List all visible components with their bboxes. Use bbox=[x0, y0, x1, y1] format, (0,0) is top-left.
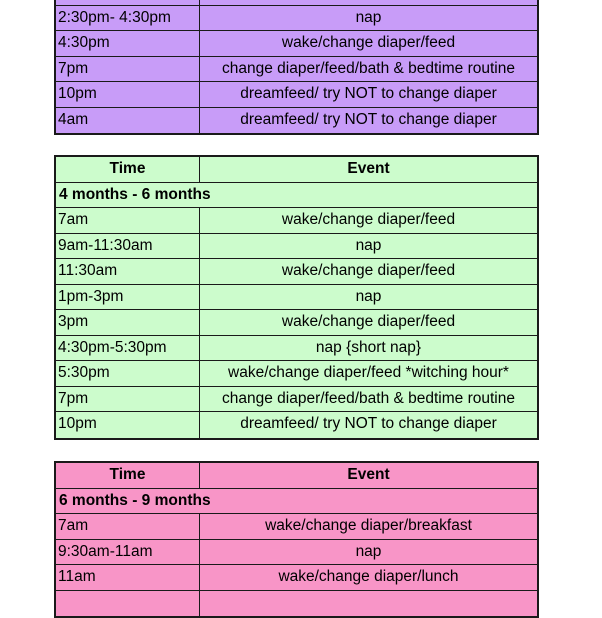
time-cell: 10pm bbox=[56, 412, 200, 438]
event-cell: dreamfeed/ try NOT to change diaper bbox=[240, 85, 497, 102]
event-cell: wake/change diaper/feed bbox=[281, 313, 456, 330]
table-row bbox=[56, 6, 537, 32]
time-cell: 4:30pm-5:30pm bbox=[56, 336, 200, 361]
table-header bbox=[56, 463, 537, 489]
table-row bbox=[56, 108, 537, 134]
time-cell: 11am bbox=[56, 565, 200, 590]
table-header bbox=[56, 157, 537, 183]
table-row bbox=[56, 259, 537, 285]
event-header: Event bbox=[347, 466, 390, 483]
event-cell: wake/change diaper/feed *witching hour* bbox=[228, 364, 509, 381]
time-cell: 11:30am bbox=[56, 259, 200, 284]
section-title: 4 months - 6 months bbox=[59, 185, 211, 203]
time-cell: 1pm-3pm bbox=[56, 285, 200, 310]
time-cell: 5:30pm bbox=[56, 361, 200, 386]
table-row bbox=[56, 591, 537, 617]
event-cell: wake/change diaper/feed bbox=[281, 211, 456, 228]
time-cell: 2:30pm- 4:30pm bbox=[56, 6, 200, 31]
table-row bbox=[56, 310, 537, 336]
schedule-table-2 bbox=[54, 155, 539, 440]
event-cell: nap {short nap} bbox=[315, 338, 422, 356]
event-cell: wake/change diaper/lunch bbox=[278, 568, 459, 585]
table-row bbox=[56, 565, 537, 591]
time-cell: 7pm bbox=[56, 387, 200, 412]
event-cell: nap bbox=[355, 236, 382, 254]
section-row bbox=[56, 489, 537, 515]
event-cell: wake/change diaper/breakfast bbox=[265, 517, 472, 534]
time-cell bbox=[56, 591, 200, 617]
section-row bbox=[56, 183, 537, 209]
section-title: 6 months - 9 months bbox=[59, 491, 211, 509]
time-cell: 7pm bbox=[56, 57, 200, 82]
table-row bbox=[56, 540, 537, 566]
table-row bbox=[56, 387, 537, 413]
time-cell: 7am bbox=[56, 208, 200, 233]
table-row bbox=[56, 234, 537, 260]
table-row bbox=[56, 31, 537, 57]
time-header: Time bbox=[56, 463, 200, 488]
time-cell bbox=[56, 0, 200, 5]
time-cell: 4:30pm bbox=[56, 31, 200, 56]
event-cell bbox=[200, 591, 537, 617]
event-cell: wake/change diaper/feed bbox=[281, 262, 456, 279]
time-cell: 9am-11:30am bbox=[56, 234, 200, 259]
table-row bbox=[56, 412, 537, 438]
time-cell: 7am bbox=[56, 514, 200, 539]
table-row bbox=[56, 361, 537, 387]
event-cell: change diaper/feed/bath & bedtime routine bbox=[222, 59, 515, 77]
event-cell: nap bbox=[355, 8, 382, 26]
table-row bbox=[56, 57, 537, 83]
table-row bbox=[56, 208, 537, 234]
table-row bbox=[56, 285, 537, 311]
table-row bbox=[56, 336, 537, 362]
time-header: Time bbox=[56, 157, 200, 182]
event-cell: nap bbox=[355, 287, 382, 305]
time-cell: 3pm bbox=[56, 310, 200, 335]
event-cell: dreamfeed/ try NOT to change diaper bbox=[240, 110, 497, 128]
event-cell: dreamfeed/ try NOT to change diaper bbox=[240, 415, 497, 432]
time-cell: 9:30am-11am bbox=[56, 540, 200, 565]
schedule-table-3 bbox=[54, 461, 539, 618]
table-row bbox=[56, 514, 537, 540]
time-cell: 4am bbox=[56, 108, 200, 134]
event-cell: wake/change diaper/feed bbox=[281, 34, 456, 51]
event-cell: change diaper/feed/bath & bedtime routine bbox=[222, 389, 515, 407]
table-row bbox=[56, 82, 537, 108]
event-cell bbox=[200, 0, 537, 5]
schedule-table-1 bbox=[54, 0, 539, 135]
time-cell: 10pm bbox=[56, 82, 200, 107]
event-cell: nap bbox=[355, 542, 382, 560]
event-header: Event bbox=[347, 160, 390, 177]
